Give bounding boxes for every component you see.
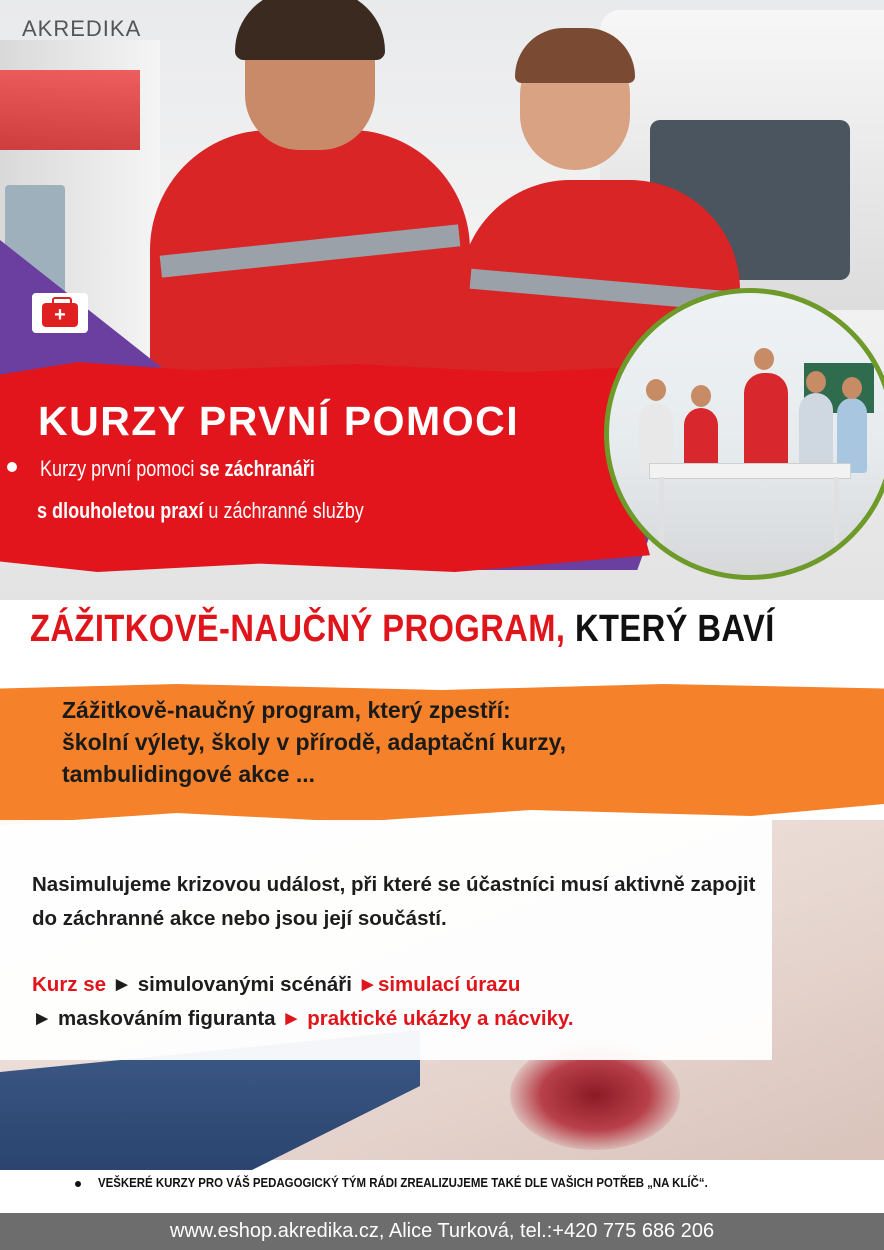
description-text: Nasimulujeme krizovou událost, při které se účastníci musí aktivně zapojit do záchranné akce nebo jsou její součástí. xyxy=(32,873,756,930)
bullet-icon xyxy=(75,1181,81,1187)
bullet-icon xyxy=(7,462,17,472)
paramedic-man-hair xyxy=(235,0,385,60)
instructor xyxy=(744,373,788,473)
contact-info: www.eshop.akredika.cz, Alice Turková, tel.:+420 775 686 206 xyxy=(169,1220,715,1242)
trainee xyxy=(837,398,867,473)
logo-text: AKREDIKA xyxy=(22,16,142,41)
first-aid-kit-icon: + xyxy=(32,293,88,333)
headline: ZÁŽITKOVĚ-NAUČNÝ PROGRAM, KTERÝ BAVÍ xyxy=(30,608,775,650)
brand-logo xyxy=(22,16,141,42)
program-intro: Zážitkově-naučný program, který zpestří: školní výlety, školy v přírodě, adaptační kurzy, tambulidingové akce ... xyxy=(62,697,567,787)
banner-line-2: s dlouholetou praxí u záchranné služby xyxy=(37,498,364,523)
course-features: Kurz se ► simulovanými scénáři ►simulací úrazu ► maskováním figuranta ► praktické ukázky a nácviky. xyxy=(32,973,574,1030)
ambulance-red-stripe xyxy=(0,70,140,150)
trainee xyxy=(799,393,833,473)
footer-note: VEŠKERÉ KURZY PRO VÁŠ PEDAGOGICKÝ TÝM RÁDI ZREALIZUJEME TAKÉ DLE VAŠICH POTŘEB „NA KLÍČ“. xyxy=(98,1175,708,1190)
training-photo-circle xyxy=(604,288,884,580)
training-table xyxy=(649,463,851,479)
banner-line-1: Kurzy první pomoci se záchranáři xyxy=(40,456,315,481)
banner-title: KURZY PRVNÍ POMOCI xyxy=(38,398,520,444)
